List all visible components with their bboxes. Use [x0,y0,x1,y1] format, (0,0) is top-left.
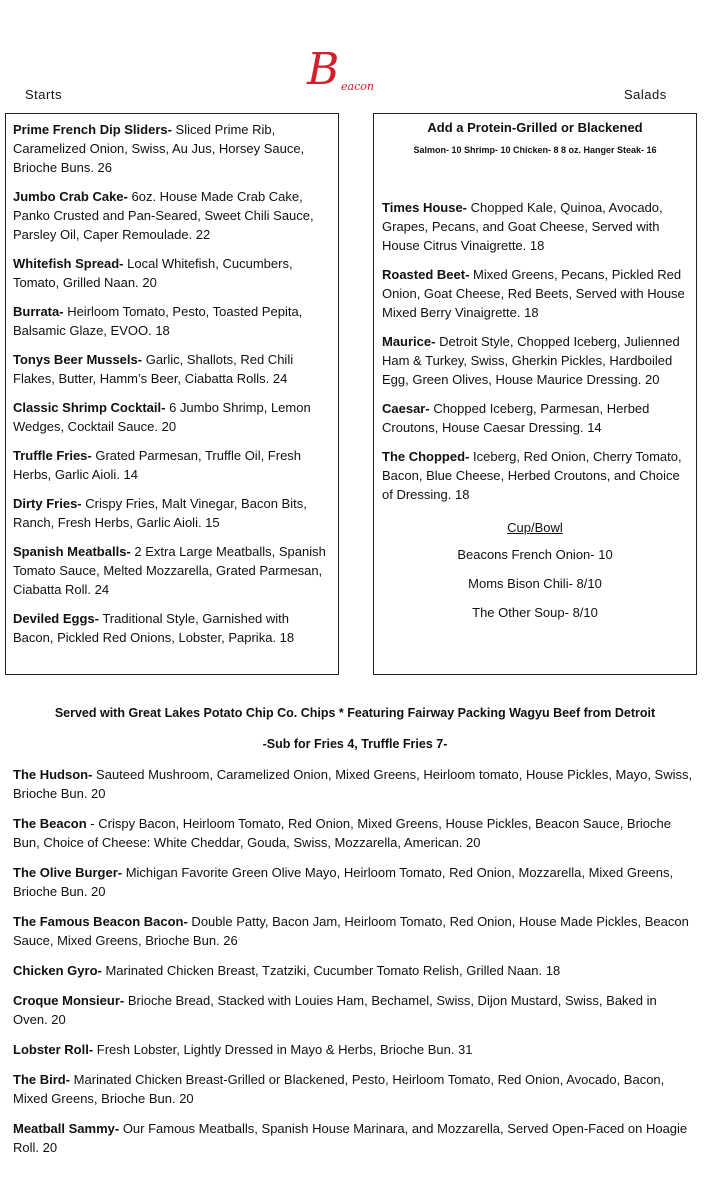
menu-item [13,187,331,244]
menu-item-description: Our Famous Meatballs, Spanish House Marinara, and Mozzarella, Served Open-Faced on Hoagie Roll. 20 [13,1121,688,1155]
menu-item [13,765,693,803]
menu-item-description: Marinated Chicken Breast, Tzatziki, Cucumber Tomato Relish, Grilled Naan. 18 [101,963,561,978]
menu-item [13,991,693,1029]
cup-bowl-title: Cup/Bowl [507,520,563,535]
menu-item-name: The Bird- [13,1072,71,1087]
menu-item-description: Chopped Iceberg, Parmesan, Herbed Croutons, House Caesar Dressing. 14 [382,401,650,435]
menu-item [13,120,331,177]
protein-prices: Salmon- 10 Shrimp- 10 Chicken- 8 8 oz. Hanger Steak- 16 [413,145,657,155]
menu-item [382,332,688,389]
menu-item-description: 2 Extra Large Meatballs, Spanish Tomato Sauce, Melted Mozzarella, Grated Parmesan, Ciabatta Roll. 24 [13,544,326,597]
menu-item-name: Chicken Gyro- [13,963,102,978]
chips-banner: Served with Great Lakes Potato Chip Co. Chips * Featuring Fairway Packing Wagyu Beef from Detroit [54,706,656,720]
menu-item-description: Traditional Style, Garnished with Bacon, Pickled Red Onions, Lobster, Paprika. 18 [13,611,295,645]
starts-section [5,113,339,675]
menu-item-description: Sauteed Mushroom, Caramelized Onion, Mixed Greens, Heirloom tomato, House Pickles, Mayo, Swiss, Brioche Bun. 20 [13,767,693,801]
menu-item [13,254,331,292]
logo-initial: B [307,44,340,95]
menu-item [13,542,331,599]
menu-item [13,961,693,980]
menu-item-name: Caesar- [382,401,430,416]
protein-title: Add a Protein-Grilled or Blackened [427,120,643,135]
menu-item-name: Burrata- [13,304,64,319]
menu-item [13,302,331,340]
menu-item [382,447,688,504]
menu-item [382,198,688,255]
menu-item-description: 6 Jumbo Shrimp, Lemon Wedges, Cocktail Sauce. 20 [13,400,311,434]
menu-item-name: The Olive Burger- [13,865,123,880]
menu-item-name: Maurice- [382,334,436,349]
logo-text: eacon [341,80,374,93]
menu-item [13,1040,693,1059]
menu-item [13,863,693,901]
salads-list [382,198,688,504]
menu-item-name: The Hudson- [13,767,93,782]
menu-item-description: Grated Parmesan, Truffle Oil, Fresh Herbs, Garlic Aioli. 14 [13,448,302,482]
menu-item-description: Chopped Kale, Quinoa, Avocado, Grapes, Pecans, and Goat Cheese, Served with House Citrus Vinaigrette. 18 [382,200,663,253]
menu-item [13,912,693,950]
beacon-logo [305,44,395,98]
menu-item-description: Garlic, Shallots, Red Chili Flakes, Butter, Hamm’s Beer, Ciabatta Rolls. 24 [13,352,294,386]
fries-sub-banner: -Sub for Fries 4, Truffle Fries 7- [262,737,448,751]
salads-section [373,113,697,675]
burgers-list [13,765,693,1168]
menu-item [382,399,688,437]
menu-item-name: The Chopped- [382,449,470,464]
menu-item-name: Spanish Meatballs- [13,544,131,559]
menu-item-description: Fresh Lobster, Lightly Dressed in Mayo & Herbs, Brioche Bun. 31 [93,1042,473,1057]
menu-item [382,265,688,322]
menu-item-description: Sliced Prime Rib, Caramelized Onion, Swiss, Au Jus, Horsey Sauce, Brioche Buns. 26 [13,122,305,175]
menu-item [13,1119,693,1157]
menu-item [13,609,331,647]
soup-item: Beacons French Onion- 10 [457,547,613,562]
menu-item-description: Local Whitefish, Cucumbers, Tomato, Grilled Naan. 20 [13,256,293,290]
menu-item-name: The Beacon [13,816,87,831]
starts-heading: Starts [25,87,62,102]
menu-item-name: Lobster Roll- [13,1042,94,1057]
menu-item-description: Mixed Greens, Pecans, Pickled Red Onion, Goat Cheese, Red Beets, Served with House Mixed Berry Vinaigrette. 18 [382,267,685,320]
menu-item-name: Dirty Fries- [13,496,82,511]
menu-item [13,350,331,388]
menu-item-name: Jumbo Crab Cake- [13,189,128,204]
menu-item-description: Brioche Bread, Stacked with Louies Ham, Bechamel, Swiss, Dijon Mustard, Swiss, Baked in Oven. 20 [13,993,657,1027]
menu-item-name: Meatball Sammy- [13,1121,120,1136]
menu-item [13,1070,693,1108]
menu-item-name: Croque Monsieur- [13,993,125,1008]
menu-item [13,398,331,436]
menu-item [13,446,331,484]
menu-item-description: - Crispy Bacon, Heirloom Tomato, Red Onion, Mixed Greens, House Pickles, Beacon Sauce, Brioche Bun, Choice of Cheese: White Cheddar, Gouda, Swiss, Mozzarella, American. 20 [13,816,671,850]
menu-item-description: Iceberg, Red Onion, Cherry Tomato, Bacon, Blue Cheese, Herbed Croutons, and Choice of Dressing. 18 [382,449,682,502]
menu-item-description: 6oz. House Made Crab Cake, Panko Crusted and Pan-Seared, Sweet Chili Sauce, Parsley Oil, Caper Remoulade. 22 [13,189,314,242]
menu-item-description: Detroit Style, Chopped Iceberg, Julienned Ham & Turkey, Swiss, Gherkin Pickles, Hardboiled Egg, Green Olives, House Maurice Dressing. 20 [382,334,680,387]
soup-item: Moms Bison Chili- 8/10 [468,576,602,591]
menu-item-description: Heirloom Tomato, Pesto, Toasted Pepita, Balsamic Glaze, EVOO. 18 [13,304,303,338]
menu-item-name: Prime French Dip Sliders- [13,122,172,137]
menu-item-name: Tonys Beer Mussels- [13,352,143,367]
menu-item-name: Truffle Fries- [13,448,92,463]
menu-item-name: Whitefish Spread- [13,256,124,271]
menu-item-name: Classic Shrimp Cocktail- [13,400,166,415]
soup-item: The Other Soup- 8/10 [472,605,598,620]
menu-item-name: The Famous Beacon Bacon- [13,914,188,929]
menu-item-name: Roasted Beet- [382,267,470,282]
menu-item [13,814,693,852]
salads-heading: Salads [624,87,667,102]
menu-item-name: Times House- [382,200,468,215]
menu-item-description: Crispy Fries, Malt Vinegar, Bacon Bits, Ranch, Fresh Herbs, Garlic Aioli. 15 [13,496,307,530]
menu-item-description: Double Patty, Bacon Jam, Heirloom Tomato, Red Onion, House Made Pickles, Beacon Sauce, Mixed Greens, Brioche Bun. 26 [13,914,689,948]
menu-item-description: Marinated Chicken Breast-Grilled or Blackened, Pesto, Heirloom Tomato, Red Onion, Avocado, Bacon, Mixed Greens, Brioche Bun. 20 [13,1072,665,1106]
starts-list [13,120,331,647]
menu-item [13,494,331,532]
menu-item-name: Deviled Eggs- [13,611,99,626]
menu-item-description: Michigan Favorite Green Olive Mayo, Heirloom Tomato, Red Onion, Mozzarella, Mixed Greens, Brioche Bun. 20 [13,865,674,899]
